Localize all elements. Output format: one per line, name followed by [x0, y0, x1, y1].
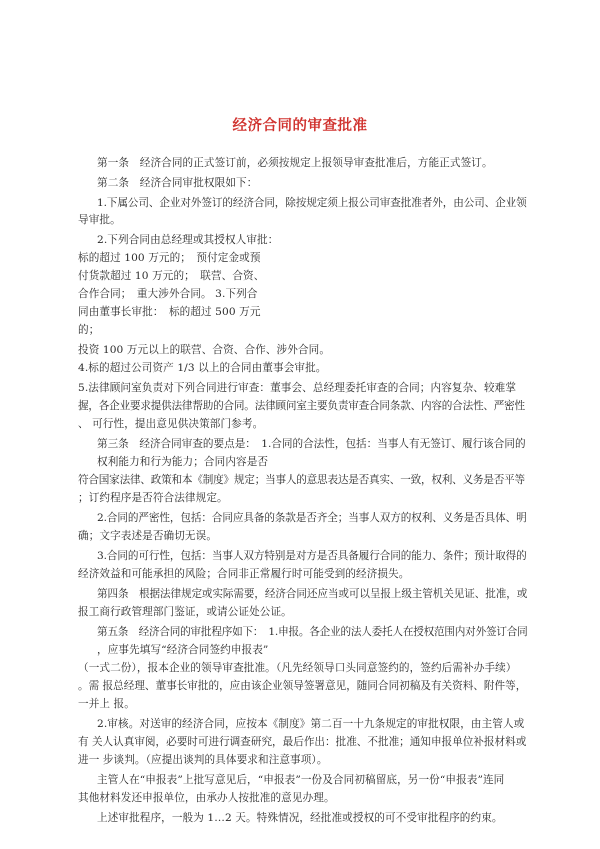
text-line: 合作合同； 重大涉外合同。 3.下列合: [78, 288, 258, 300]
text-line: 2.合同的严密性，包括：合同应具备的条款是否齐全；当事人双方的权利、义务是否具体、明: [97, 512, 527, 524]
text-line: 付货款超过 10 万元的； 联营、合资、: [78, 270, 265, 282]
text-line: 4.标的超过公司资产 1/3 以上的合同由董事会审批。: [78, 362, 327, 374]
text-line: 。需 报总经理、董事长审批的，应由该企业领导签署意见，随同合同初稿及有关资料、附件等，: [78, 680, 527, 692]
text-line: 第五条 经济合同的审批程序如下： 1.申报。各企业的法人委托人在授权范围内对外签订合同: [97, 626, 528, 638]
text-line: ；订约程序是否符合法律规定。: [78, 492, 228, 504]
text-line: 第四条 根据法律规定或实际需要，经济合同还应当或可以呈报上级主管机关见证、批准，或: [97, 588, 528, 600]
text-line: 其他材料发还申报单位，由承办人按批准的意见办理。: [78, 792, 335, 804]
text-line: 上述审批程序，一般为 1…2 天。特殊情况，经批准或授权的可不受审批程序的约束。: [97, 812, 503, 824]
text-line: 有 关人认真审阅，必要时可进行调查研究，最后作出：批准、不批准；通知申报单位补报材料或: [78, 736, 527, 748]
text-line: 同由董事长审批： 标的超过 500 万元: [78, 306, 261, 318]
text-line: 1.下属公司、企业对外签订的经济合同，除按规定须上报公司审查批准者外，由公司、企业领: [97, 197, 527, 209]
text-line: 经济效益和可能承担的风险；合同非正常履行时可能受到的经济损失。: [78, 568, 410, 580]
text-line: 的；: [78, 324, 100, 336]
text-line: 报工商行政管理部门鉴证，或请公证处公证。: [78, 606, 292, 618]
text-line: 投资 100 万元以上的联营、合资、合作、涉外合同。: [78, 344, 331, 356]
text-line: 一并上 报。: [78, 698, 135, 710]
text-line: 符合国家法律、政策和本《制度》规定；当事人的意思表达是否真实、一致，权利、义务是否平等: [78, 474, 525, 486]
text-line: 第三条 经济合同审查的要点是： 1.合同的合法性，包括：当事人有无签订、履行该合同的: [97, 438, 526, 450]
text-line: 进一 步谈判。（应提出谈判的具体要求和注意事项）。: [78, 754, 328, 766]
text-line: 第一条 经济合同的正式签订前，必须按规定上报领导审查批准后，方能正式签订。: [97, 157, 493, 169]
text-line: 3.合同的可行性，包括：当事人双方特别是对方是否具备履行合同的能力、条件；预计取得的: [97, 550, 527, 562]
text-line: 握，各企业要求提供法律帮助的合同。法律顾问室主要负责审查合同条款、内容的合法性、严密性: [78, 400, 525, 412]
text-line: 主管人在“申报表”上批写意见后，“申报表”一份及合同初稿留底，另一份“申报表”连同: [97, 774, 505, 786]
page-title: 经济合同的审查批准: [232, 118, 368, 134]
text-line: 标的超过 100 万元的； 预付定金或预: [78, 252, 261, 264]
text-line: 5.法律顾问室负责对下列合同进行审查：董事会、总经理委托审查的合同；内容复杂、较难掌: [78, 382, 517, 394]
text-line: 2.下列合同由总经理或其授权人审批：: [97, 234, 279, 246]
text-line: ，应事先填写“经济合同签约申报表”: [97, 644, 269, 656]
text-line: 第二条 经济合同审批权限如下：: [97, 177, 258, 189]
text-line: （一式二份），报本企业的领导审查批准。（凡先经领导口头同意签约的，签约后需补办手续）: [78, 662, 517, 674]
text-line: 导审批。: [78, 214, 121, 226]
text-line: 确；文字表述是否确切无误。: [78, 530, 218, 542]
text-line: 2.审核。对送审的经济合同，应按本《制度》第二百一十九条规定的审批权限，由主管人或: [97, 718, 525, 730]
text-line: 、 可行性，提出意见供决策部门参考。: [78, 418, 264, 430]
text-line: 权利能力和行为能力；合同内容是否: [97, 456, 269, 468]
